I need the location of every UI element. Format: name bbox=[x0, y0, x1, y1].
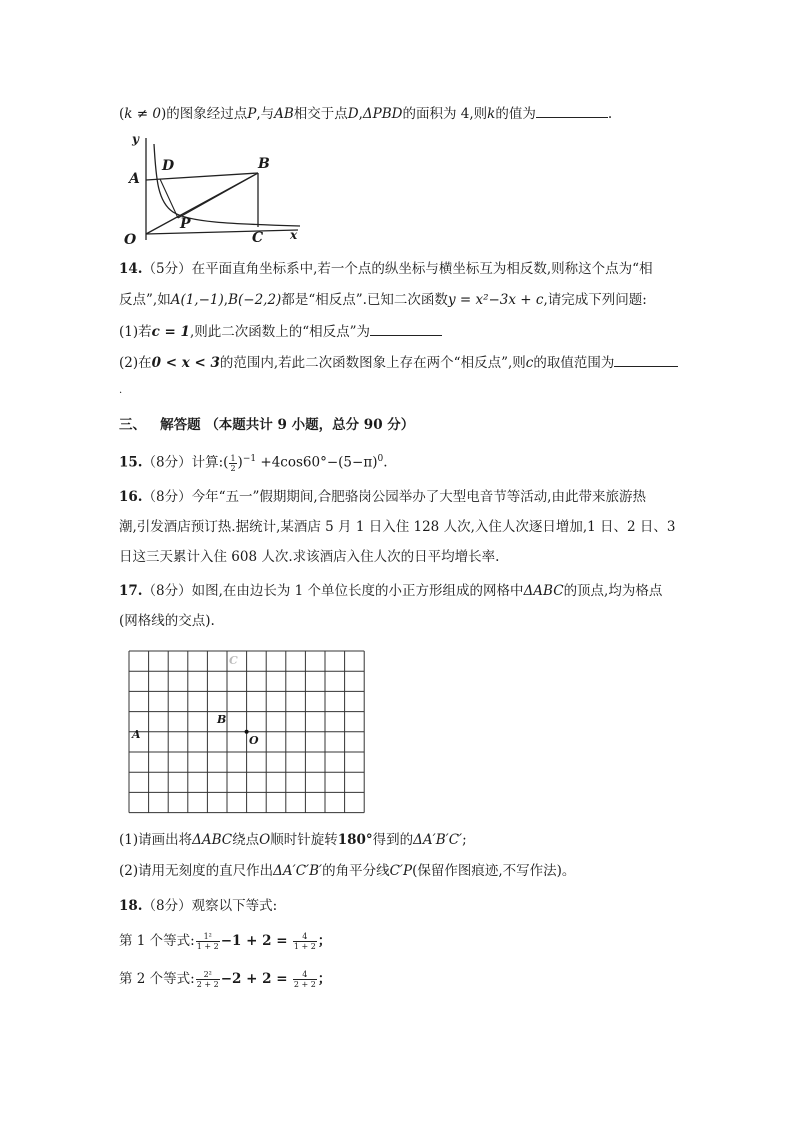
grid-label-B: B bbox=[217, 713, 227, 726]
grid-label-O: O bbox=[249, 734, 259, 747]
q15-line: 15.（8分）计算:( $\frac{1}{2}$ )$^{-1} +4\cos 60^\circ-(5-\pi)^0$. bbox=[119, 453, 388, 473]
q13-line: (k ≠ 0)的图象经过点P,与AB相交于点D,ΔPBD的面积为 4,则k的值为 . bbox=[119, 106, 613, 122]
q14-part2: (2)在0 < x < 3的范围内,若此二次函数图象上存在两个“相反点”,则c的取值范围为 bbox=[119, 353, 678, 372]
segment-AB bbox=[146, 173, 258, 180]
label-D: D bbox=[162, 158, 175, 174]
answer-blank-1[interactable] bbox=[370, 322, 442, 336]
label-B: B bbox=[258, 156, 270, 172]
answer-blank[interactable] bbox=[536, 104, 608, 118]
label-A: A bbox=[129, 171, 140, 187]
grid-svg bbox=[126, 648, 370, 818]
q17-line1: 17.（8分）如图,在由边长为 1 个单位长度的小正方形组成的网格中ΔABC的顶点,均为格点 bbox=[119, 583, 663, 599]
label-y: y bbox=[132, 132, 139, 146]
eq1-frac-left: $\frac{\text{1²}}{1 + 2}$ bbox=[196, 932, 219, 951]
q18-eq1: 第 1 个等式: $\frac{\text{1²}}{1 + 2}$ −1 + 2 = $\frac{4}{1 + 2}$ ； bbox=[119, 932, 332, 951]
q14-line1: 14.（5分）在平面直角坐标系中,若一个点的纵坐标与横坐标互为相反数,则称这个点为“相 bbox=[119, 261, 653, 277]
q18-eq2: 第 2 个等式: $\frac{\text{2²}}{2 + 2}$ −2 + 2 = $\frac{4}{2 + 2}$ ； bbox=[119, 970, 332, 989]
q17-part1: (1)请画出将ΔABC绕点O顺时针旋转180°得到的ΔA′B′C′; bbox=[119, 832, 467, 848]
figure-grid bbox=[126, 648, 370, 818]
segment-PB bbox=[178, 173, 258, 218]
q14-line2: 反点”,如A(1,−1),B(−2,2)都是“相反点”.已知二次函数y = x²−3x + c,请完成下列问题: bbox=[119, 292, 647, 308]
q16-line3: 日这三天累计入住 608 人次.求该酒店入住人次的日平均增长率. bbox=[119, 549, 500, 565]
x-axis bbox=[146, 230, 298, 234]
q14-part1: (1)若c = 1,则此二次函数上的“相反点”为 bbox=[119, 322, 442, 341]
eq1-frac-right: $\frac{4}{1 + 2}$ bbox=[293, 932, 316, 951]
label-x: x bbox=[290, 228, 298, 242]
label-O: O bbox=[124, 232, 137, 248]
q16-line2: 潮,引发酒店预订热.据统计,某酒店 5 月 1 日入住 128 人次,入住人次逐日增加,1 日、2 日、3 bbox=[119, 519, 676, 535]
figure-hyperbola-svg bbox=[118, 130, 308, 250]
point-O-marker bbox=[245, 730, 249, 734]
q16-line1: 16.（8分）今年“五一”假期期间,合肥骆岗公园举办了大型电音节等活动,由此带来旅游热 bbox=[119, 489, 646, 505]
grid-label-C: C bbox=[229, 654, 238, 667]
q18-line: 18.（8分）观察以下等式: bbox=[119, 898, 278, 914]
q17-line2: (网格线的交点). bbox=[119, 613, 215, 629]
section-heading: 三、 解答题 （本题共计 9 小题，总分 90 分） bbox=[119, 417, 415, 433]
grid-label-A: A bbox=[132, 728, 141, 741]
label-C: C bbox=[252, 230, 264, 246]
q17-part2: (2)请用无刻度的直尺作出ΔA′C′B′的角平分线C′P(保留作图痕迹,不写作法)。 bbox=[119, 863, 576, 879]
q14-dot: . bbox=[119, 385, 123, 396]
q15-fraction: $\frac{1}{2}$ bbox=[230, 453, 236, 473]
label-P: P bbox=[180, 216, 191, 232]
answer-blank-2[interactable] bbox=[614, 353, 678, 367]
eq2-frac-left: $\frac{\text{2²}}{2 + 2}$ bbox=[196, 970, 219, 989]
hyperbola-curve bbox=[154, 144, 300, 226]
eq2-frac-right: $\frac{4}{2 + 2}$ bbox=[293, 970, 316, 989]
figure-hyperbola bbox=[118, 130, 308, 250]
